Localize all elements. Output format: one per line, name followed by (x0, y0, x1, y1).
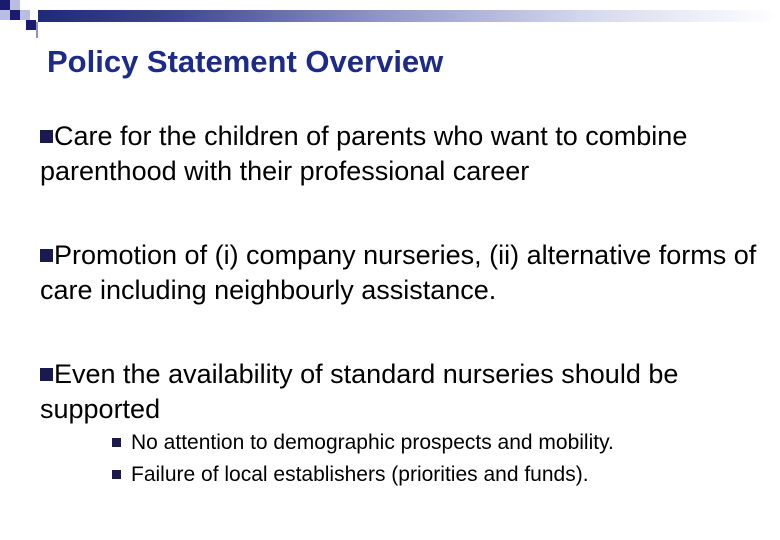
sub-bullet-text: No attention to demographic prospects and mobility. (131, 431, 614, 454)
decor-square-icon (0, 0, 10, 10)
decor-square-icon (10, 10, 20, 20)
square-bullet-icon (40, 130, 53, 143)
sub-bullet-item (112, 428, 614, 458)
slide-title: Policy Statement Overview (47, 44, 444, 79)
decor-square-icon (26, 20, 36, 30)
bullet-text: Even the availability of standard nurseries should be supported (40, 359, 679, 424)
square-bullet-icon (40, 368, 53, 381)
header-gradient-bar (38, 10, 780, 22)
square-bullet-icon (40, 249, 53, 262)
sub-bullet-text: Failure of local establishers (priorities and funds). (131, 463, 589, 486)
decor-square-icon (0, 10, 10, 20)
bullet-text: Promotion of (i) company nurseries, (ii) alternative forms of care including neighbourly assistance. (40, 240, 757, 305)
square-bullet-icon (112, 438, 121, 447)
decor-square-icon (20, 10, 30, 20)
decor-square-icon (10, 0, 20, 10)
header-divider-line (36, 22, 38, 38)
bullet-text: Care for the children of parents who want to combine parenthood with their professional career (40, 121, 688, 186)
bullet-item (40, 119, 770, 189)
sub-bullet-item (112, 460, 589, 490)
square-bullet-icon (112, 470, 121, 479)
bullet-item (40, 357, 770, 427)
bullet-item (40, 238, 770, 308)
